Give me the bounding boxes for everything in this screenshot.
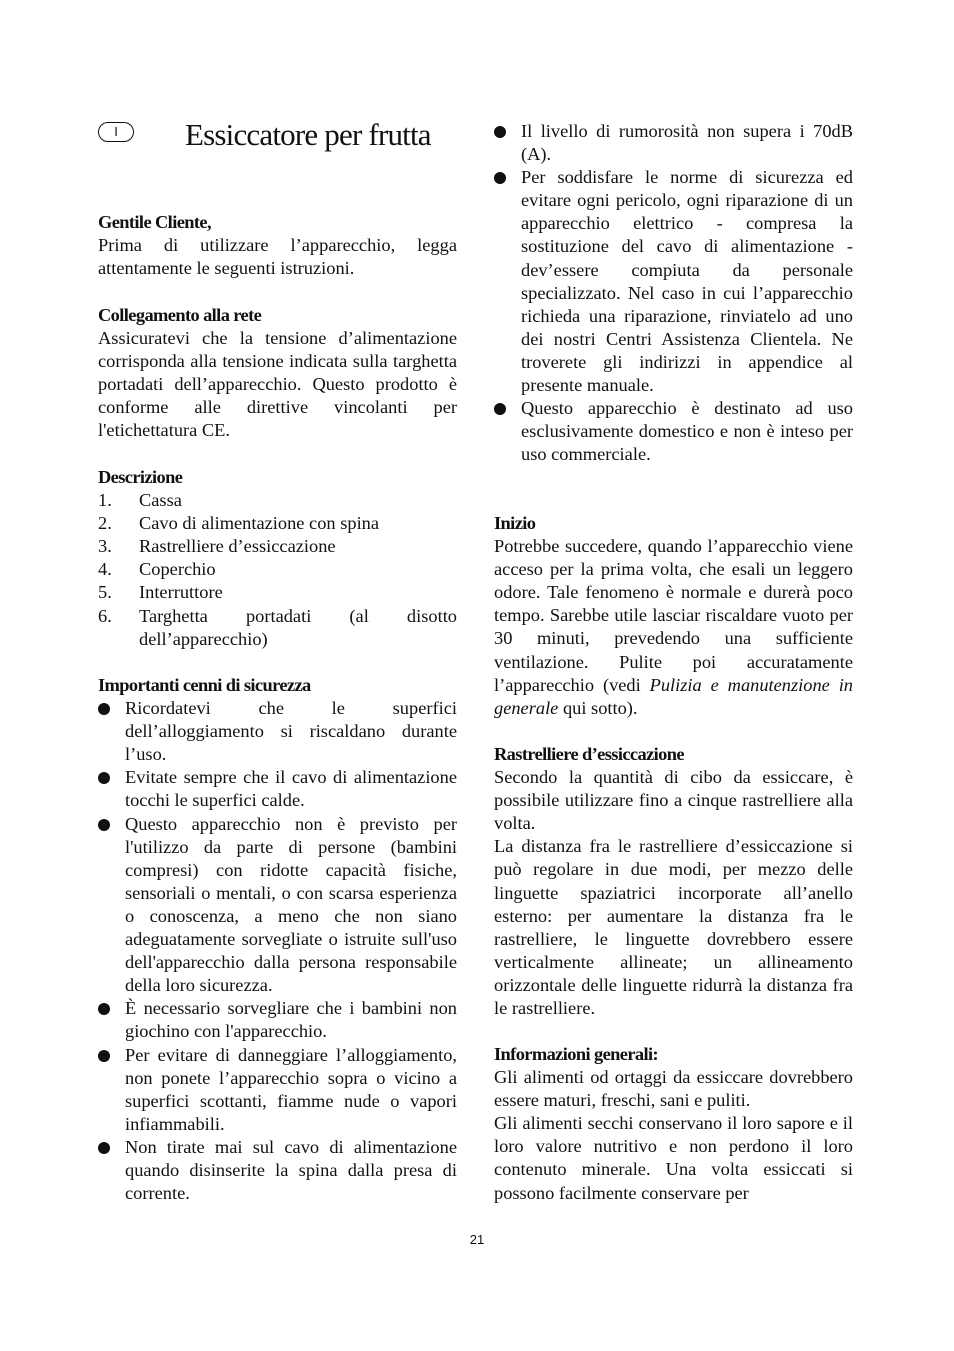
item-text: Per soddisfare le norme di sicurezza ed evitare ogni pericolo, ogni riparazione di un apparecchio elettrico - compresa la sostituzione del cavo di alimentazione - dev’essere compiuta da personale specializzato. Nel caso in cui l’apparecchio richieda una riparazione, rinviatelo ad uno dei nostri Centri Assistenza Clientela. Ne troverete gli indirizzi in appendice al presente manuale. (521, 167, 853, 396)
item-text: Per evitare di danneggiare l’alloggiamento, non ponete l’apparecchio sopra o vicino a superfici scottanti, fiamme nude o vapori infiammabili. (125, 1044, 457, 1134)
list-item (494, 397, 853, 466)
page-number: 21 (469, 1232, 485, 1247)
start-text-reference: Pulizia e manutenzione in generale (494, 674, 854, 718)
safety-continued-section (494, 120, 853, 466)
start-heading: Inizio (494, 513, 536, 533)
general-paragraph: Gli alimenti od ortaggi da essiccare dovrebbero essere maturi, freschi, sani e puliti. (494, 1067, 853, 1111)
list-item (98, 558, 457, 581)
bullet-icon (98, 772, 110, 784)
general-heading: Informazioni generali: (494, 1044, 659, 1064)
mains-section (98, 304, 457, 443)
item-text: È necessario sorvegliare che i bambini non giochino con l'apparecchio. (125, 998, 457, 1042)
list-item (98, 1136, 457, 1205)
page-title: Essiccatore per frutta (185, 117, 431, 152)
item-number: 4. (98, 559, 112, 580)
bullet-icon (494, 403, 506, 415)
list-item (98, 489, 457, 512)
language-badge: I (98, 122, 134, 142)
mains-heading: Collegamento alla rete (98, 305, 262, 325)
safety-section (98, 674, 457, 1205)
item-text: Targhetta portadati (al disotto dell’apparecchio) (139, 605, 457, 649)
start-text-end: qui sotto). (558, 697, 638, 718)
safety-heading: Importanti cenni di sicurezza (98, 675, 311, 695)
greeting-heading: Gentile Cliente, (98, 212, 211, 232)
item-number: 5. (98, 582, 112, 603)
list-item (494, 120, 853, 166)
description-list (98, 489, 457, 651)
list-item (98, 697, 457, 766)
item-text: Non tirate mai sul cavo di alimentazione quando disinserite la spina dalla presa di corrente. (125, 1136, 457, 1204)
greeting-text: Prima di utilizzare l’apparecchio, legga attentamente le seguenti istruzioni. (98, 235, 457, 279)
list-item (98, 605, 457, 651)
item-text: Il livello di rumorosità non supera i 70dB (A). (521, 121, 853, 165)
bullet-icon (494, 172, 506, 184)
item-number: 1. (98, 490, 112, 511)
racks-paragraph: La distanza fra le rastrelliere d’essiccazione si può regolare in due modi, per mezzo delle linguette spaziatrici incorporate all’anello esterno: per aumentare la distanza fra le rastrelliere, le linguette dovrebbero essere verticalmente allineate; un allineamento orizzontale delle linguette ridurrà la distanza fra le rastrelliere. (494, 836, 853, 1019)
item-text: Cavo di alimentazione con spina (139, 513, 380, 534)
general-paragraph: Gli alimenti secchi conservano il loro sapore e il loro valore nutritivo e non perdono il loro contenuto minerale. Una volta essiccati si possono facilmente conservare per (494, 1113, 853, 1203)
bullet-icon (98, 1142, 110, 1154)
item-text: Ricordatevi che le superfici dell’alloggiamento si riscaldano durante l’uso. (125, 698, 457, 765)
description-heading: Descrizione (98, 467, 183, 487)
list-item (98, 766, 457, 812)
list-item (98, 535, 457, 558)
racks-heading: Rastrelliere d’essiccazione (494, 744, 684, 764)
safety-list (98, 697, 457, 1205)
start-text (494, 535, 853, 720)
racks-paragraph: Secondo la quantità di cibo da essiccare, è possibile utilizzare fino a cinque rastrelliere alla volta. (494, 767, 853, 834)
list-item (98, 581, 457, 604)
item-text: Coperchio (139, 559, 216, 580)
bullet-icon (98, 1003, 110, 1015)
list-item (98, 512, 457, 535)
list-item (98, 1044, 457, 1136)
start-section (494, 512, 853, 720)
general-section (494, 1043, 853, 1205)
greeting-section (98, 211, 457, 280)
list-item (98, 997, 457, 1043)
item-text: Evitate sempre che il cavo di alimentazione tocchi le superfici calde. (125, 767, 457, 811)
bullet-icon (494, 126, 506, 138)
bullet-icon (98, 703, 110, 715)
racks-section (494, 743, 853, 1020)
list-item (494, 166, 853, 397)
safety-list-continued (494, 120, 853, 466)
item-text: Questo apparecchio è destinato ad uso esclusivamente domestico e non è inteso per uso commerciale. (521, 398, 853, 465)
mains-text: Assicuratevi che la tensione d’alimentazione corrisponda alla tensione indicata sulla targhetta portadati dell’apparecchio. Questo prodotto è conforme alle direttive vincolanti per l'etichettatura CE. (98, 328, 457, 441)
item-number: 2. (98, 513, 112, 534)
item-text: Interruttore (139, 582, 223, 603)
page-header (98, 115, 468, 155)
item-text: Cassa (139, 490, 182, 511)
item-number: 6. (98, 605, 112, 626)
bullet-icon (98, 1050, 110, 1062)
list-item (98, 813, 457, 998)
start-text-main: Potrebbe succedere, quando l’apparecchio viene acceso per la prima volta, che esali un leggero odore. Tale fenomeno è normale e durerà poco tempo. Sarebbe utile lasciar riscaldare vuoto per 30 minuti, prevedendo una sufficiente ventilazione. Pulite poi accuratamente l’apparecchio (vedi (494, 536, 853, 695)
item-text: Rastrelliere d’essiccazione (139, 536, 336, 557)
item-text: Questo apparecchio non è previsto per l'utilizzo da parte di persone (bambini compresi) con ridotte capacità fisiche, sensoriali o mentali, o con scarsa esperienza o conoscenza, a meno che non siano adeguatamente sorvegliate o istruite sull'uso dell'apparecchio dalla persona responsabile della loro sicurezza. (125, 813, 457, 996)
item-number: 3. (98, 536, 112, 557)
bullet-icon (98, 819, 110, 831)
description-section (98, 466, 457, 651)
